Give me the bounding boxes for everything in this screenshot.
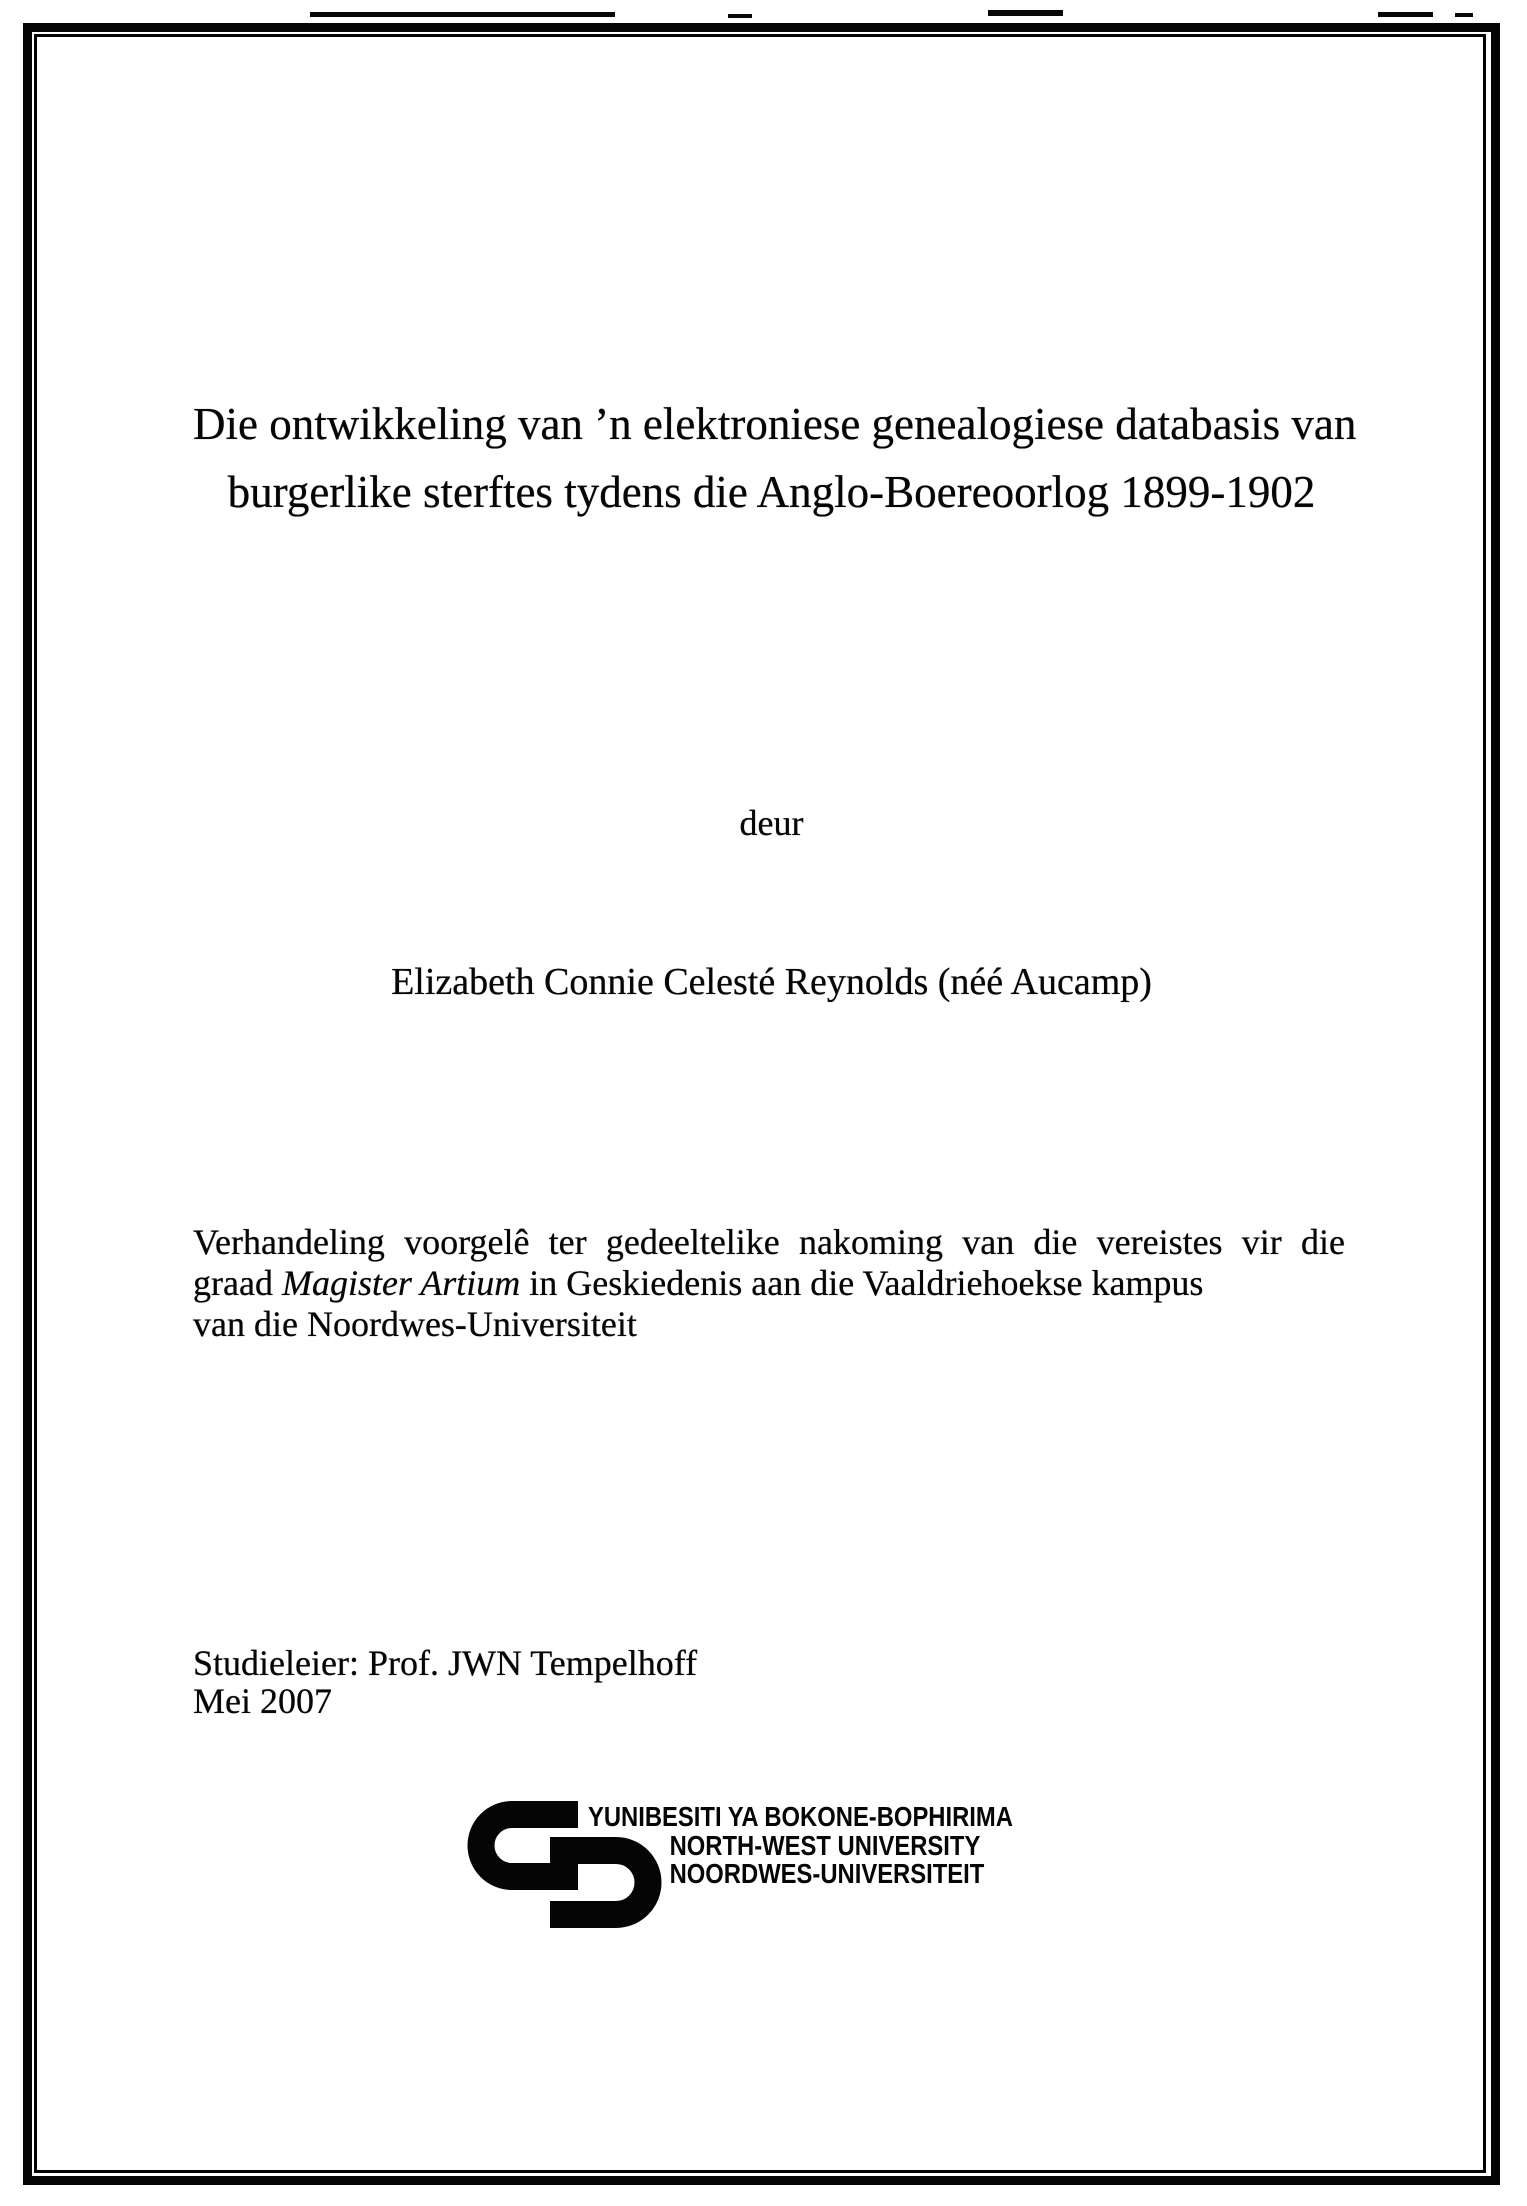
university-name-english: NORTH-WEST UNIVERSITY — [669, 1829, 981, 1861]
date-line: Mei 2007 — [193, 1681, 332, 1721]
degree-statement-line-2 — [193, 1263, 1345, 1304]
scan-artifact — [310, 12, 615, 17]
scan-artifact — [728, 14, 752, 18]
degree-statement-line-3: van die Noordwes-Universiteit — [193, 1304, 637, 1344]
author-name: Elizabeth Connie Celesté Reynolds (néé Aucamp) — [391, 961, 1152, 1003]
thesis-title-line-2: burgerlike sterftes tydens die Anglo-Boereoorlog 1899-1902 — [227, 467, 1316, 517]
degree-statement — [193, 1222, 1345, 1345]
degree-name: Magister Artium — [281, 1263, 521, 1303]
degree-statement-line-2-prefix: graad — [193, 1263, 282, 1303]
scan-artifact — [988, 10, 1063, 16]
university-name-afrikaans: NOORDWES-UNIVERSITEIT — [669, 1858, 985, 1889]
university-name-sotho: YUNIBESITI YA BOKONE-BOPHIRIMA — [588, 1801, 1013, 1832]
degree-statement-line-1: Verhandeling voorgelê ter gedeeltelike nakoming van die vereistes vir die — [193, 1222, 1345, 1262]
thesis-title — [193, 390, 1357, 526]
supervisor-line: Studieleier: Prof. JWN Tempelhoff — [193, 1643, 698, 1683]
university-logo-text — [588, 1803, 1013, 1889]
thesis-title-line-1: Die ontwikkeling van ’n elektroniese genealogiese databasis van — [193, 399, 1357, 449]
byline: deur — [739, 803, 804, 843]
scan-artifact — [1378, 12, 1433, 17]
supervisor-block — [193, 1644, 697, 1720]
scan-artifact — [1455, 13, 1473, 17]
degree-statement-line-2-suffix: in Geskiedenis aan die Vaaldriehoekse kampus — [520, 1263, 1204, 1303]
